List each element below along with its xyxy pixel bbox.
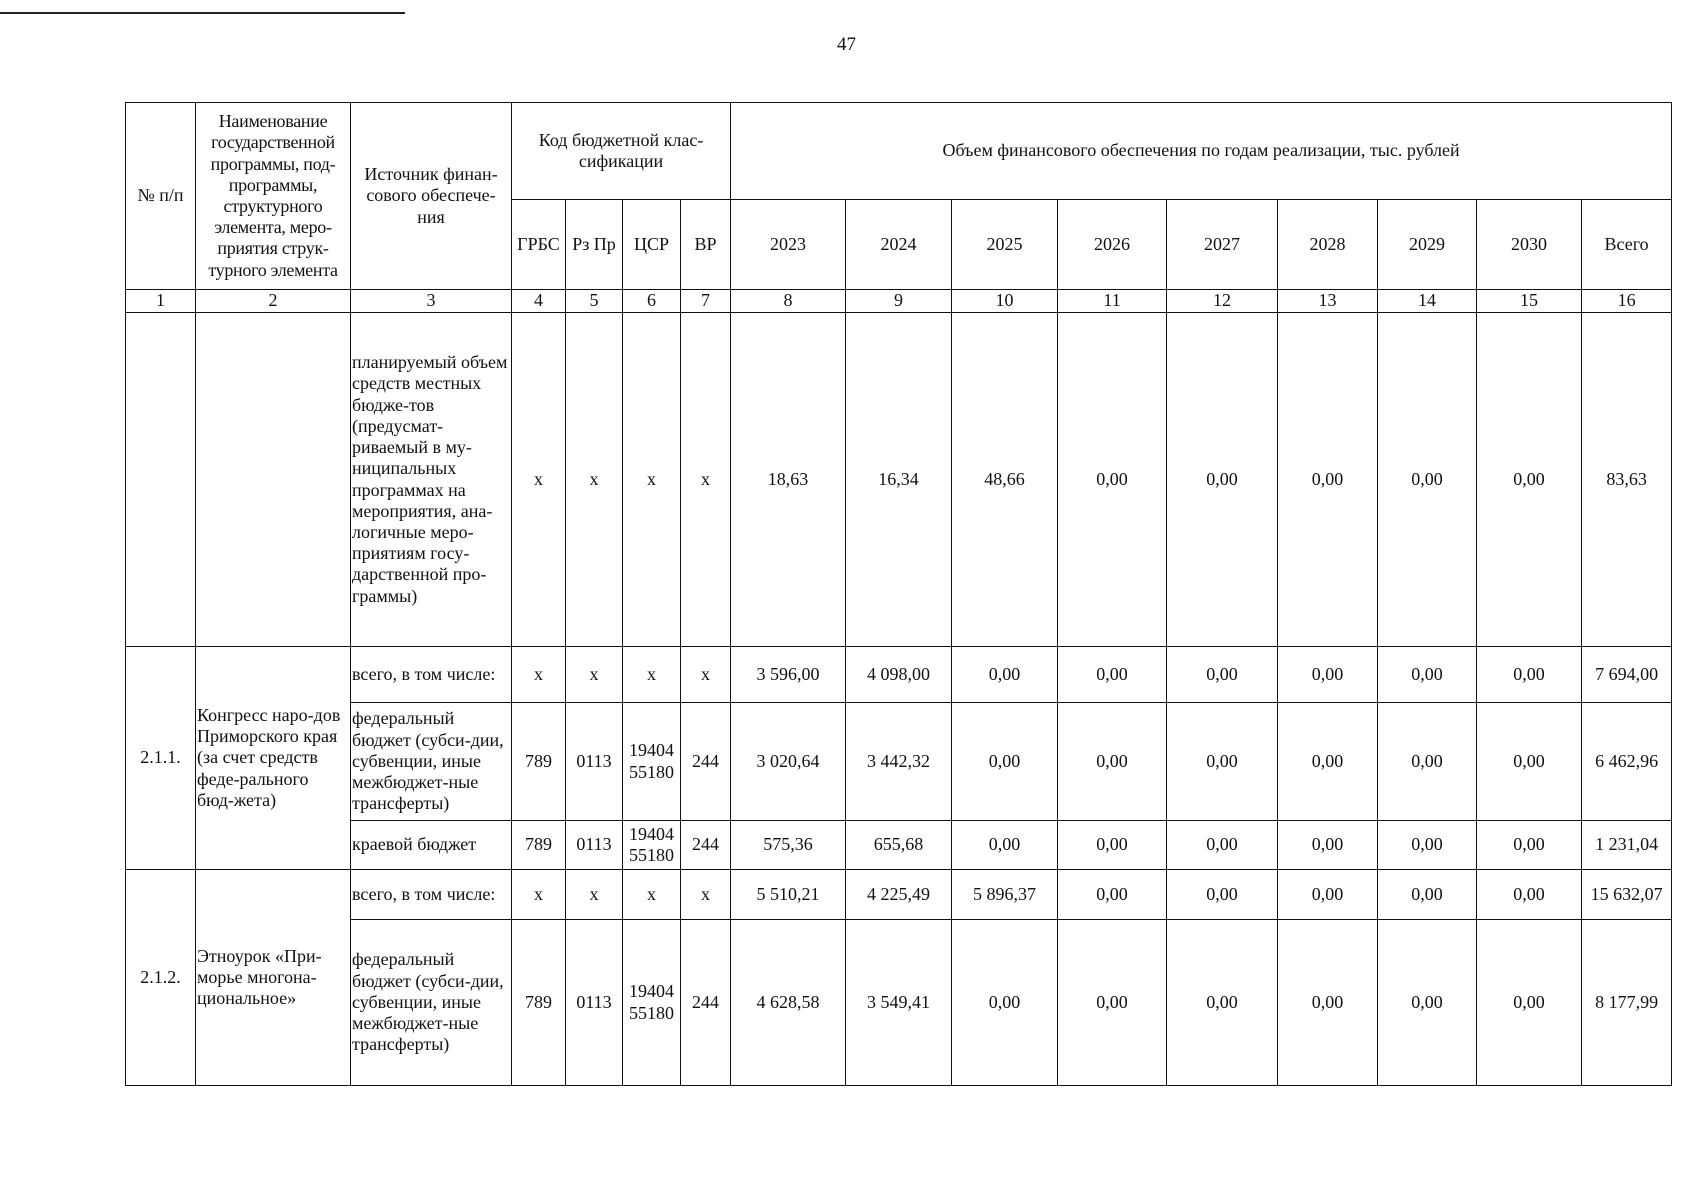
- column-number: 10: [952, 290, 1058, 313]
- page-number: 47: [837, 34, 856, 55]
- table-row: [126, 647, 1672, 703]
- cell-value: 0,00: [1278, 647, 1378, 703]
- cell-name: Конгресс наро-дов Приморского края (за счет средств феде-рального бюд-жета): [196, 647, 351, 870]
- column-number: 7: [681, 290, 731, 313]
- cell-value: 0,00: [1058, 870, 1167, 920]
- cell-value: 4 225,49: [846, 870, 952, 920]
- cell-value: 5 510,21: [731, 870, 846, 920]
- header-year: 2024: [846, 200, 952, 290]
- cell-value: 3 020,64: [731, 703, 846, 821]
- cell-rzpr: 0113: [566, 703, 623, 821]
- header-rzpr: Рз Пр: [566, 200, 623, 290]
- cell-value: 0,00: [1167, 821, 1278, 870]
- column-number: 13: [1278, 290, 1378, 313]
- cell-rzpr: 0113: [566, 920, 623, 1086]
- column-number: 2: [196, 290, 351, 313]
- column-number: 8: [731, 290, 846, 313]
- cell-value: 0,00: [1167, 647, 1278, 703]
- table-row: [126, 821, 1672, 870]
- header-group-code: Код бюджетной клас-сификации: [512, 103, 731, 200]
- cell-value: 0,00: [1378, 647, 1477, 703]
- header-year: 2026: [1058, 200, 1167, 290]
- cell-value: 3 549,41: [846, 920, 952, 1086]
- cell-total: 83,63: [1582, 313, 1672, 647]
- cell-csr: 19404 55180: [623, 821, 681, 870]
- cell-value: 0,00: [952, 647, 1058, 703]
- cell-value: 0,00: [1278, 870, 1378, 920]
- cell-value: 0,00: [1477, 313, 1582, 647]
- header-year: 2030: [1477, 200, 1582, 290]
- cell-rzpr: х: [566, 647, 623, 703]
- cell-value: 0,00: [952, 703, 1058, 821]
- cell-value: 0,00: [1058, 920, 1167, 1086]
- cell-source: всего, в том числе:: [351, 870, 512, 920]
- cell-value: 0,00: [1477, 647, 1582, 703]
- cell-value: 0,00: [1378, 313, 1477, 647]
- cell-value: 0,00: [1058, 703, 1167, 821]
- cell-source: планируемый объем средств местных бюдже-тов (предусмат-риваемый в му-ниципальных программах на мероприятия, ана-логичные меро-приятиям госу-дарственной про-граммы): [351, 313, 512, 647]
- cell-value: 0,00: [1378, 920, 1477, 1086]
- cell-value: 0,00: [1278, 821, 1378, 870]
- cell-rzpr: х: [566, 313, 623, 647]
- cell-value: 0,00: [1278, 313, 1378, 647]
- cell-value: 0,00: [1477, 821, 1582, 870]
- cell-value: 48,66: [952, 313, 1058, 647]
- cell-vr: 244: [681, 821, 731, 870]
- cell-total: 6 462,96: [1582, 703, 1672, 821]
- header-group-volume: Объем финансового обеспечения по годам реализации, тыс. рублей: [731, 103, 1672, 200]
- header-year: 2028: [1278, 200, 1378, 290]
- cell-value: 0,00: [1167, 870, 1278, 920]
- cell-value: 0,00: [1167, 920, 1278, 1086]
- cell-grbs: х: [512, 647, 566, 703]
- column-number: 15: [1477, 290, 1582, 313]
- cell-vr: 244: [681, 920, 731, 1086]
- cell-total: 7 694,00: [1582, 647, 1672, 703]
- cell-value: 0,00: [1378, 703, 1477, 821]
- cell-value: 0,00: [1167, 703, 1278, 821]
- cell-value: 0,00: [1278, 703, 1378, 821]
- header-csr: ЦСР: [623, 200, 681, 290]
- header-year: 2029: [1378, 200, 1477, 290]
- cell-total: 15 632,07: [1582, 870, 1672, 920]
- cell-value: 0,00: [1058, 647, 1167, 703]
- cell-no: [126, 313, 196, 647]
- cell-value: 0,00: [1378, 870, 1477, 920]
- column-number-row: [126, 290, 1672, 313]
- cell-value: 575,36: [731, 821, 846, 870]
- cell-value: 4 098,00: [846, 647, 952, 703]
- cell-grbs: 789: [512, 920, 566, 1086]
- column-number: 4: [512, 290, 566, 313]
- cell-name: Этноурок «При-морье многона-циональное»: [196, 870, 351, 1086]
- table-row: [126, 313, 1672, 647]
- cell-value: 3 442,32: [846, 703, 952, 821]
- cell-source: всего, в том числе:: [351, 647, 512, 703]
- cell-grbs: 789: [512, 703, 566, 821]
- cell-value: 16,34: [846, 313, 952, 647]
- cell-csr: 19404 55180: [623, 703, 681, 821]
- column-number: 16: [1582, 290, 1672, 313]
- cell-no: 2.1.2.: [126, 870, 196, 1086]
- cell-grbs: х: [512, 313, 566, 647]
- cell-value: 0,00: [1477, 920, 1582, 1086]
- column-number: 12: [1167, 290, 1278, 313]
- column-number: 14: [1378, 290, 1477, 313]
- table-row: [126, 870, 1672, 920]
- cell-value: 0,00: [952, 920, 1058, 1086]
- header-col-name: Наименование государственной программы, под-программы, структурного элемента, меро-приятия струк-турного элемента: [196, 103, 351, 290]
- header-vr: ВР: [681, 200, 731, 290]
- cell-value: 5 896,37: [952, 870, 1058, 920]
- header-col-source: Источник финан-сового обеспече-ния: [351, 103, 512, 290]
- column-number: 11: [1058, 290, 1167, 313]
- column-number: 5: [566, 290, 623, 313]
- cell-csr: 19404 55180: [623, 920, 681, 1086]
- cell-total: 1 231,04: [1582, 821, 1672, 870]
- cell-vr: х: [681, 870, 731, 920]
- cell-value: 0,00: [1477, 870, 1582, 920]
- cell-value: 0,00: [1058, 313, 1167, 647]
- column-number: 9: [846, 290, 952, 313]
- cell-value: 0,00: [1167, 313, 1278, 647]
- header-col-no: № п/п: [126, 103, 196, 290]
- table-row: [126, 920, 1672, 1086]
- table-row: [126, 703, 1672, 821]
- cell-vr: х: [681, 313, 731, 647]
- cell-no: 2.1.1.: [126, 647, 196, 870]
- cell-csr: х: [623, 313, 681, 647]
- cell-value: 0,00: [1477, 703, 1582, 821]
- cell-value: 0,00: [1278, 920, 1378, 1086]
- cell-name: [196, 313, 351, 647]
- cell-rzpr: 0113: [566, 821, 623, 870]
- cell-vr: х: [681, 647, 731, 703]
- top-rule: [0, 12, 405, 14]
- header-grbs: ГРБС: [512, 200, 566, 290]
- header-year: 2025: [952, 200, 1058, 290]
- cell-source: краевой бюджет: [351, 821, 512, 870]
- cell-value: 3 596,00: [731, 647, 846, 703]
- cell-csr: х: [623, 870, 681, 920]
- column-number: 6: [623, 290, 681, 313]
- cell-grbs: 789: [512, 821, 566, 870]
- header-row-top: [126, 103, 1672, 200]
- cell-source: федеральный бюджет (субси-дии, субвенции, иные межбюджет-ные трансферты): [351, 703, 512, 821]
- cell-value: 4 628,58: [731, 920, 846, 1086]
- cell-rzpr: х: [566, 870, 623, 920]
- cell-csr: х: [623, 647, 681, 703]
- header-year: 2023: [731, 200, 846, 290]
- column-number: 3: [351, 290, 512, 313]
- cell-grbs: х: [512, 870, 566, 920]
- cell-value: 655,68: [846, 821, 952, 870]
- header-total: Всего: [1582, 200, 1672, 290]
- cell-source: федеральный бюджет (субси-дии, субвенции, иные межбюджет-ные трансферты): [351, 920, 512, 1086]
- cell-value: 0,00: [952, 821, 1058, 870]
- cell-value: 18,63: [731, 313, 846, 647]
- column-number: 1: [126, 290, 196, 313]
- cell-value: 0,00: [1058, 821, 1167, 870]
- cell-total: 8 177,99: [1582, 920, 1672, 1086]
- budget-table: [125, 102, 1672, 1086]
- header-year: 2027: [1167, 200, 1278, 290]
- cell-vr: 244: [681, 703, 731, 821]
- cell-value: 0,00: [1378, 821, 1477, 870]
